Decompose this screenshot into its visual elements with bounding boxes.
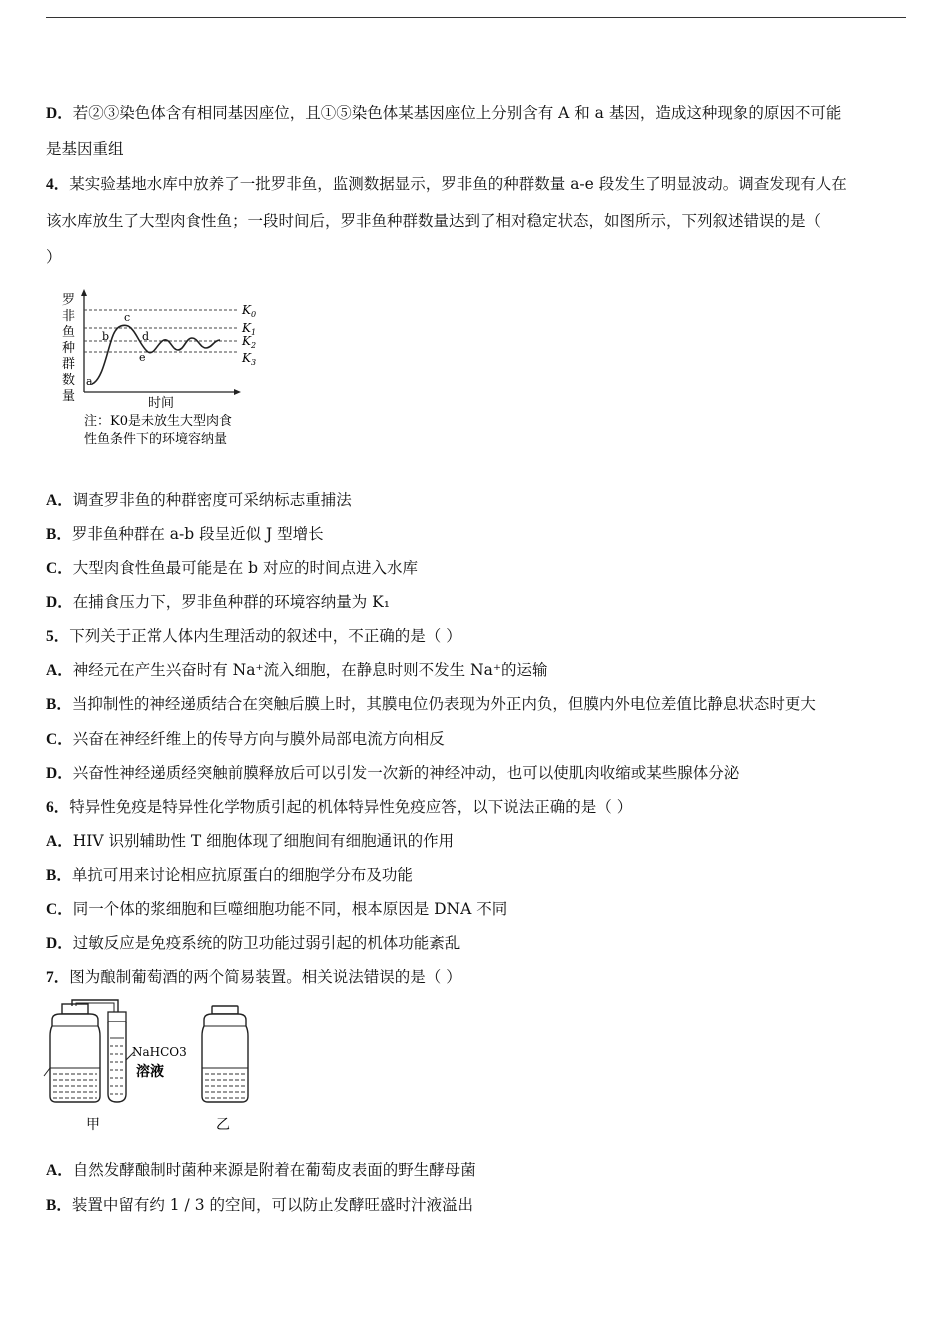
test-tube [108, 1012, 134, 1102]
point-a: a [86, 375, 93, 388]
graph-note-line1: 注：K0是未放生大型肉食 [84, 414, 232, 429]
point-e: e [139, 351, 146, 364]
graph-y-arrow [81, 289, 87, 296]
q5-option-b: B．当抑制性的神经递质结合在突触后膜上时，其膜电位仍表现为外正内负，但膜内外电位差值比静息状态时更大 [46, 695, 816, 713]
population-graph [56, 286, 268, 454]
q5-option-a: A．神经元在产生兴奋时有 Na⁺流入细胞，在静息时则不发生 Na⁺的运输 [46, 661, 548, 679]
graph-ylabel-3: 鱼 [62, 325, 76, 340]
solution-label-1: NaHCO3 [132, 1045, 187, 1059]
graph-ylabel-1: 罗 [62, 293, 76, 308]
q6-option-c: C．同一个体的浆细胞和巨噬细胞功能不同，根本原因是 DNA 不同 [46, 900, 508, 918]
q6-option-a: A．HIV 识别辅助性 T 细胞体现了细胞间有细胞通讯的作用 [46, 832, 455, 850]
bottle-jia [44, 1004, 100, 1102]
label-yi: 乙 [216, 1117, 230, 1133]
q4-option-c: C．大型肉食性鱼最可能是在 b 对应的时间点进入水库 [46, 559, 418, 577]
question-4-line1: 4．某实验基地水库中放养了一批罗非鱼，监测数据显示，罗非鱼的种群数量 a-e 段发生了明显波动。调查发现有人在 [46, 175, 847, 193]
q7-option-b: B．装置中留有约 1 / 3 的空间，可以防止发酵旺盛时汁液溢出 [46, 1196, 473, 1214]
question-6: 6．特异性免疫是特异性化学物质引起的机体特异性免疫应答，以下说法正确的是（ ） [46, 798, 633, 816]
graph-ylabel-4: 种 [62, 341, 76, 356]
option-d-q3-line1: D．若②③染色体含有相同基因座位，且①⑤染色体某基因座位上分别含有 A 和 a 基因，造成这种现象的原因不可能 [46, 104, 842, 122]
graph-note-line2: 性鱼条件下的环境容纳量 [84, 432, 228, 447]
question-4-line3: ） [46, 248, 62, 266]
k2-label: $K_2$ [242, 334, 257, 350]
question-5: 5．下列关于正常人体内生理活动的叙述中，不正确的是（ ） [46, 627, 462, 645]
q4-option-d: D．在捕食压力下，罗非鱼种群的环境容纳量为 K₁ [46, 593, 390, 611]
point-d: d [142, 330, 150, 343]
option-d-q3-line2: 是基因重组 [46, 140, 124, 158]
q4-option-b: B．罗非鱼种群在 a-b 段呈近似 J 型增长 [46, 525, 324, 543]
graph-ylabel-6: 数 [62, 373, 76, 388]
solution-label-2: 溶液 [136, 1064, 164, 1080]
graph-ylabel-5: 群 [62, 357, 76, 372]
population-curve [92, 325, 220, 384]
k1-label: $K_1$ [242, 321, 257, 337]
point-c: c [124, 311, 131, 324]
q5-option-d: D．兴奋性神经递质经突触前膜释放后可以引发一次新的神经冲动，也可以使肌肉收缩或某些腺体分泌 [46, 764, 740, 782]
header-rule [46, 17, 906, 18]
question-4-line2: 该水库放生了大型肉食性鱼；一段时间后，罗非鱼种群数量达到了相对稳定状态，如图所示，下列叙述错误的是（ [46, 212, 822, 230]
graph-ylabel-7: 量 [62, 389, 76, 404]
q7-option-a: A．自然发酵酿制时菌种来源是附着在葡萄皮表面的野生酵母菌 [46, 1161, 476, 1179]
q6-option-d: D．过敏反应是免疫系统的防卫功能过弱引起的机体功能紊乱 [46, 934, 461, 952]
bottle-yi [202, 1006, 248, 1102]
fermentation-apparatus [40, 998, 260, 1138]
q6-option-b: B．单抗可用来讨论相应抗原蛋白的细胞学分布及功能 [46, 866, 413, 884]
q4-option-a: A．调查罗非鱼的种群密度可采纳标志重捕法 [46, 491, 352, 509]
k0-label: $K_0$ [242, 303, 257, 319]
question-7: 7．图为酿制葡萄酒的两个简易装置。相关说法错误的是（ ） [46, 968, 462, 986]
k3-label: $K_3$ [242, 351, 257, 367]
graph-ylabel-2: 非 [62, 309, 76, 324]
graph-xlabel: 时间 [148, 396, 175, 411]
point-b: b [102, 330, 110, 343]
q5-option-c: C．兴奋在神经纤维上的传导方向与膜外局部电流方向相反 [46, 730, 445, 748]
graph-x-arrow [234, 389, 241, 395]
label-jia: 甲 [86, 1117, 100, 1133]
